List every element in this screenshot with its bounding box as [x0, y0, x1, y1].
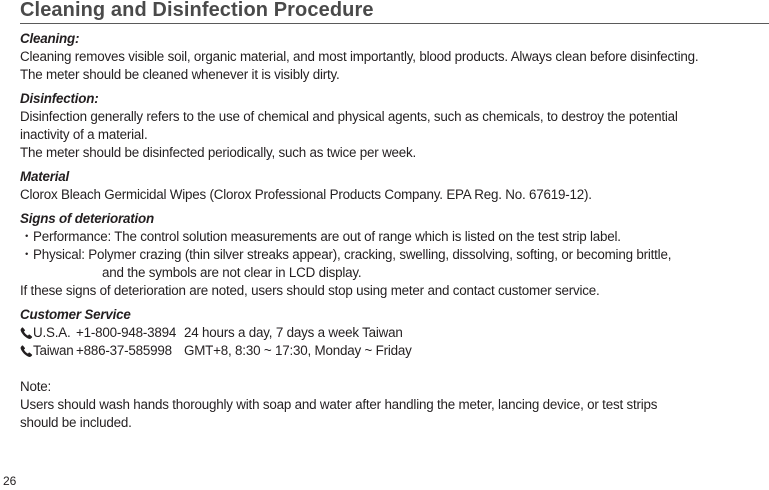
- service-hours: GMT+8, 8:30 ~ 17:30, Monday ~ Friday: [184, 343, 412, 358]
- bullet-text: Performance: The control solution measurements are out of range which is listed on the test strip label.: [33, 229, 621, 244]
- note-section: [20, 378, 765, 432]
- service-hours: 24 hours a day, 7 days a week Taiwan: [184, 325, 403, 340]
- deterioration-heading: Signs of deterioration: [20, 211, 154, 226]
- disinfection-heading: Disinfection:: [20, 91, 99, 106]
- disinfection-text-line: Disinfection generally refers to the use of chemical and physical agents, such as chemicals, to destroy the potential: [20, 109, 678, 124]
- deterioration-bullet: [20, 228, 765, 246]
- bullet-dot: ・: [20, 247, 34, 262]
- service-country: Taiwan: [33, 343, 74, 358]
- cleaning-heading: Cleaning:: [20, 31, 80, 46]
- service-phone-number: +886-37-585998: [76, 343, 172, 358]
- service-row-usa: [20, 324, 765, 342]
- service-phone-number: +1-800-948-3894: [76, 325, 177, 340]
- cleaning-text-line: The meter should be cleaned whenever it is visibly dirty.: [20, 67, 340, 82]
- note-label: Note:: [20, 379, 52, 394]
- page-number: 26: [3, 474, 17, 488]
- disinfection-text-line: The meter should be disinfected periodically, such as twice per week.: [20, 145, 417, 160]
- deterioration-closing: If these signs of deterioration are noted, users should stop using meter and contact customer service.: [20, 283, 600, 298]
- disinfection-text-line: inactivity of a material.: [20, 127, 148, 142]
- title-divider: [20, 23, 769, 24]
- note-text-line: should be included.: [20, 415, 132, 430]
- phone-icon: [20, 344, 33, 358]
- customer-service-heading: Customer Service: [20, 307, 131, 322]
- service-row-taiwan: [20, 342, 765, 360]
- cleaning-section: [20, 30, 765, 84]
- page-title: Cleaning and Disinfection Procedure: [20, 0, 374, 21]
- note-text-line: Users should wash hands thoroughly with soap and water after handling the meter, lancing device, or test strips: [20, 397, 658, 412]
- document-body: [20, 30, 765, 438]
- material-heading: Material: [20, 169, 70, 184]
- deterioration-section: [20, 210, 765, 300]
- service-country: U.S.A.: [33, 325, 71, 340]
- bullet-dot: ・: [20, 229, 34, 244]
- phone-icon: [20, 326, 33, 340]
- customer-service-section: [20, 306, 765, 360]
- cleaning-text-line: Cleaning removes visible soil, organic material, and most importantly, blood products. Always clean before disinfecting.: [20, 49, 699, 64]
- disinfection-section: [20, 90, 765, 162]
- deterioration-bullet: [20, 246, 765, 264]
- material-text-line: Clorox Bleach Germicidal Wipes (Clorox Professional Products Company. EPA Reg. No. 67619-12).: [20, 187, 592, 202]
- deterioration-continuation: and the symbols are not clear in LCD display.: [102, 265, 362, 280]
- material-section: [20, 168, 765, 204]
- bullet-text: Physical: Polymer crazing (thin silver streaks appear), cracking, swelling, dissolving, softing, or becoming brittle,: [33, 247, 672, 262]
